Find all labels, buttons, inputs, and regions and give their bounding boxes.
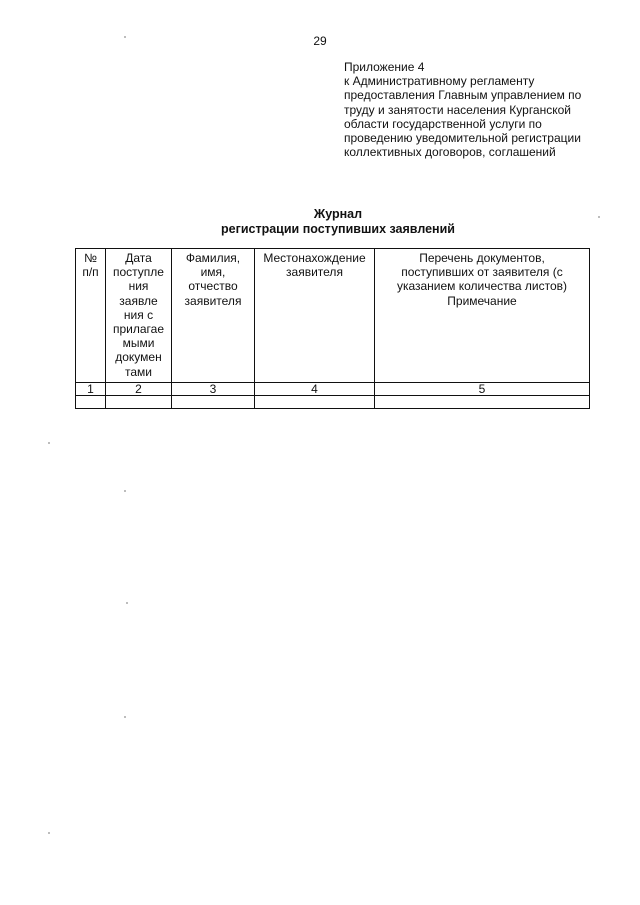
header-text: ния с — [123, 307, 154, 322]
header-text: имя, — [200, 265, 226, 280]
header-text: ния — [128, 279, 149, 294]
scan-speck — [48, 832, 50, 834]
header-text: поступле — [113, 265, 164, 280]
header-cell-date — [106, 249, 172, 383]
header-text: Перечень документов, — [419, 251, 545, 265]
header-text: поступивших от заявителя (с — [401, 265, 563, 280]
column-number-cell: 4 — [255, 383, 375, 396]
empty-cell — [106, 396, 172, 409]
header-text: п/п — [82, 265, 99, 280]
table-row — [76, 396, 590, 409]
empty-cell — [172, 396, 255, 409]
empty-cell — [375, 396, 590, 409]
journal-title-line2: регистрации поступивших заявлений — [221, 222, 455, 236]
header-cell-documents — [375, 249, 590, 383]
header-text: Дата — [125, 251, 152, 265]
appendix-line: к Административному регламенту — [344, 74, 535, 89]
appendix-line: проведению уведомительной регистрации — [344, 131, 581, 146]
column-number-row — [76, 383, 590, 396]
empty-cell — [76, 396, 106, 409]
header-cell-location — [255, 249, 375, 383]
header-text: Примечание — [447, 293, 517, 308]
scan-speck — [48, 442, 50, 444]
appendix-header — [344, 60, 606, 159]
scan-speck — [598, 216, 600, 218]
header-text: заявителя — [184, 293, 242, 308]
empty-cell — [255, 396, 375, 409]
appendix-line: коллективных договоров, соглашений — [344, 145, 556, 160]
column-number-cell: 1 — [76, 383, 106, 396]
appendix-line: труду и занятости населения Курганской — [344, 102, 571, 117]
header-text: № — [84, 251, 97, 265]
header-text: указанием количества листов) — [396, 279, 568, 294]
scan-speck — [126, 602, 128, 604]
journal-table — [75, 248, 590, 409]
header-text: прилагае — [112, 322, 164, 337]
journal-title-line1: Журнал — [313, 207, 363, 221]
header-text: Фамилия, — [185, 251, 241, 265]
column-number-cell: 2 — [106, 383, 172, 396]
header-text: Местонахождение — [263, 251, 366, 265]
header-cell-number — [76, 249, 106, 383]
scan-speck — [124, 36, 126, 38]
header-text: заявле — [119, 293, 158, 308]
scan-speck — [124, 716, 126, 718]
appendix-line: области государственной услуги по — [344, 116, 542, 131]
scan-speck — [124, 490, 126, 492]
header-cell-name — [172, 249, 255, 383]
appendix-line: предоставления Главным управлением по — [344, 88, 582, 103]
table-header-row — [76, 249, 590, 383]
column-number-cell: 3 — [172, 383, 255, 396]
header-text: мыми — [122, 336, 155, 351]
header-text: тами — [125, 364, 152, 379]
header-text: отчество — [188, 279, 238, 294]
column-number-cell: 5 — [375, 383, 590, 396]
appendix-line: Приложение 4 — [344, 60, 425, 74]
header-text: докумен — [115, 350, 162, 365]
journal-title — [0, 207, 640, 237]
page-number: 29 — [313, 34, 327, 48]
header-text: заявителя — [286, 265, 343, 280]
